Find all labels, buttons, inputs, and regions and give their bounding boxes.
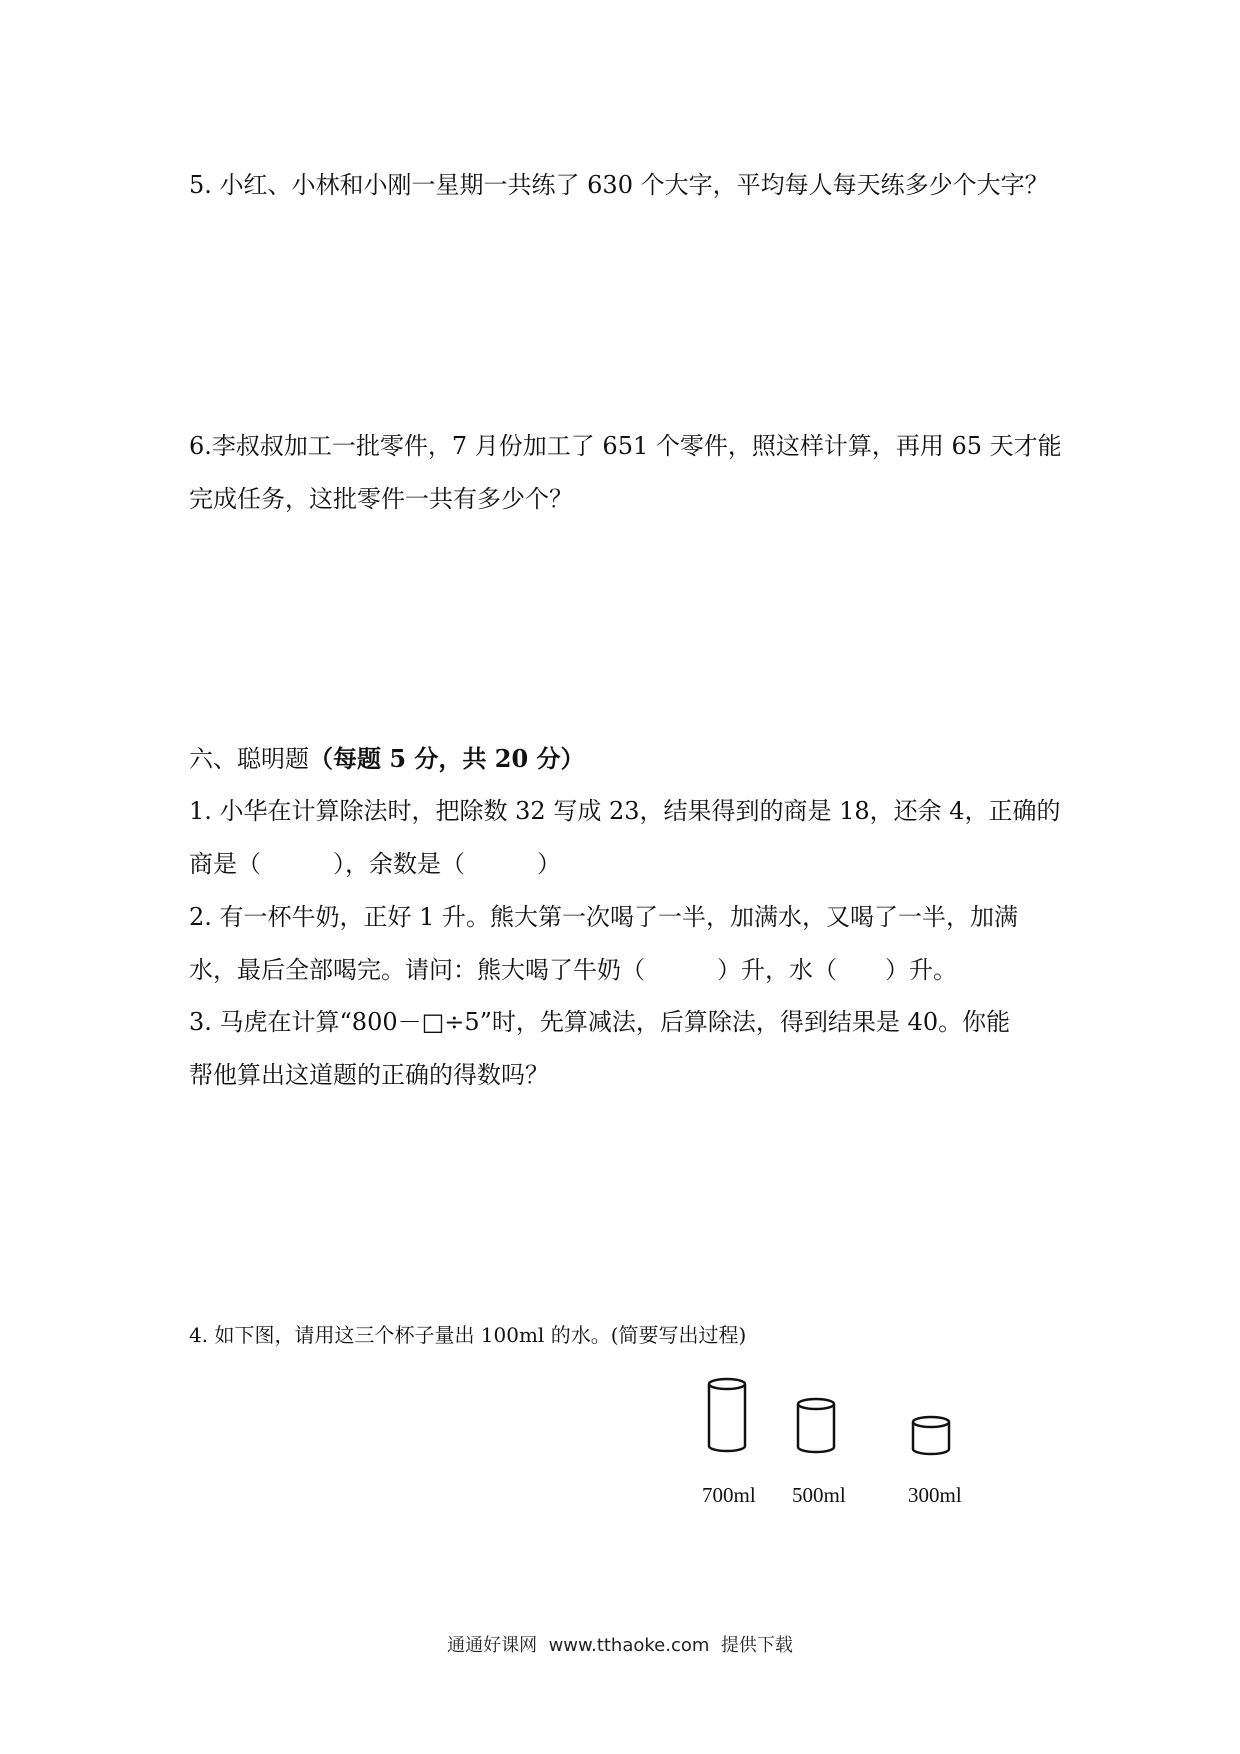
problem-3-line-1: 3. 马虎在计算“800－□÷5”时，先算减法，后算除法，得到结果是 40。你能 [189, 1008, 1011, 1036]
problem-1-line-2: 商是（ ），余数是（ ） [189, 850, 561, 878]
cups-figure [690, 1375, 1010, 1520]
section-6-title: 六、聪明题 [189, 745, 309, 773]
cup-500ml-icon [798, 1399, 834, 1452]
problem-2-line-2: 水，最后全部喝完。请问：熊大喝了牛奶（ ）升，水（ ）升。 [189, 956, 957, 984]
cup-500ml-label: 500ml [792, 1483, 846, 1507]
footer-source: 通通好课网 www.tthaoke.com 提供下载 [447, 1635, 793, 1656]
question-6-line-2: 完成任务，这批零件一共有多少个？ [189, 485, 573, 513]
question-5: 5. 小红、小林和小刚一星期一共练了 630 个大字，平均每人每天练多少个大字？ [189, 171, 1049, 199]
question-6-line-1: 6.李叔叔加工一批零件，7 月份加工了 651 个零件，照这样计算，再用 65 天才能 [189, 432, 1062, 460]
cup-700ml-icon [709, 1379, 745, 1451]
problem-3-line-2: 帮他算出这道题的正确的得数吗？ [189, 1061, 549, 1089]
cups-drawing [690, 1375, 1010, 1475]
problem-2-line-1: 2. 有一杯牛奶，正好 1 升。熊大第一次喝了一半，加满水，又喝了一半，加满 [189, 903, 1019, 931]
section-6-heading [189, 744, 585, 774]
problem-1-line-1: 1. 小华在计算除法时，把除数 32 写成 23，结果得到的商是 18，还余 4，正确的 [189, 797, 1061, 825]
cup-300ml-label: 300ml [908, 1483, 962, 1507]
problem-4-line-1: 4. 如下图，请用这三个杯子量出 100ml 的水。(简要写出过程) [189, 1323, 747, 1347]
cup-300ml-icon [913, 1417, 949, 1454]
section-6-score-note: （每题 5 分，共 20 分） [309, 744, 585, 773]
cup-700ml-label: 700ml [702, 1483, 756, 1507]
